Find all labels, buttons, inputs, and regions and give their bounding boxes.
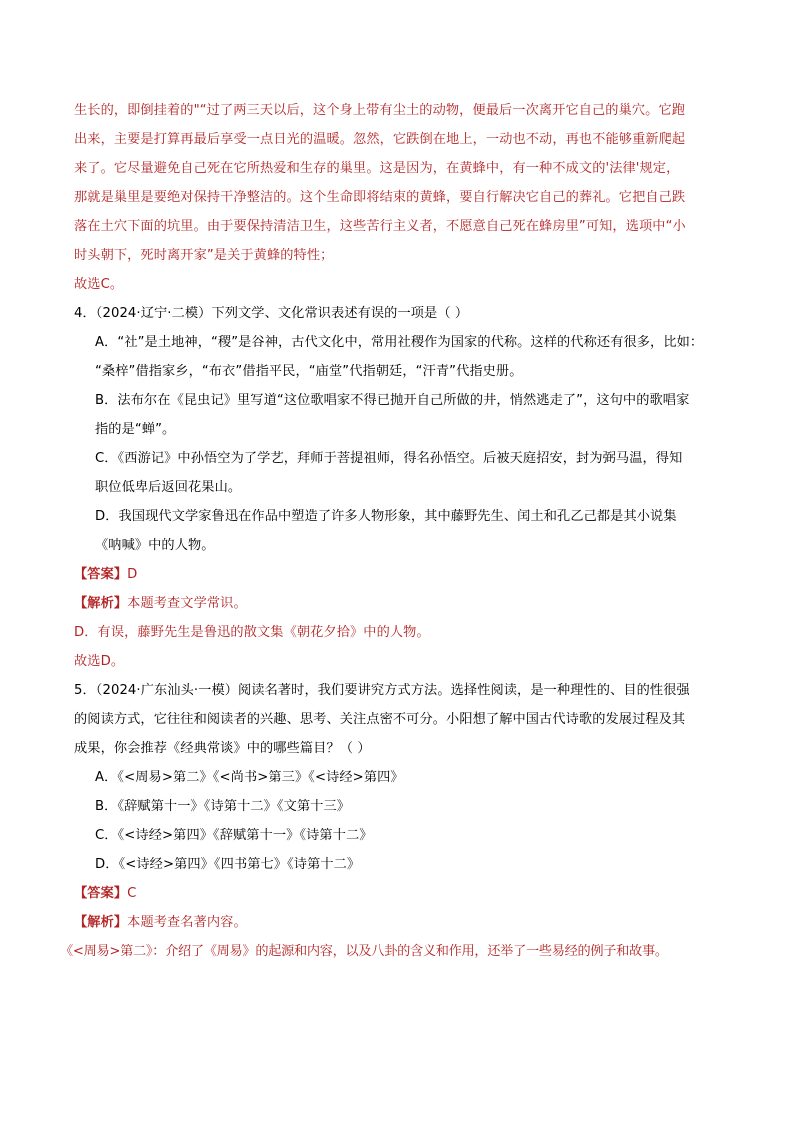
option-a-line: “桑梓”借指家乡，“布衣”借指平民，“庙堂”代指朝廷，“汗青”代指史册。 xyxy=(95,364,523,379)
analysis-line xyxy=(74,594,247,614)
analysis-line: 落在土穴下面的坑里。由于要保持清洁卫生，这些苦行主义者，不愿意自己死在蜂房里”可知，选项中“小 xyxy=(74,219,686,234)
option-c-line: C．《西游记》中孙悟空为了学艺，拜师于菩提祖师，得名孙悟空。后被天庭招安，封为弼马温，得知 xyxy=(95,451,683,466)
analysis-detail: 《<周易>第二》：介绍了《周易》的起源和内容，以及八卦的含义和作用，还举了一些易经的例子和故事。 xyxy=(60,944,668,959)
option-a-line: A．“社”是土地神，“稷”是谷神，古代文化中，常用社稷作为国家的代称。这样的代称还有很多，比如： xyxy=(95,335,704,350)
analysis-text: 本题考查名著内容。 xyxy=(127,915,247,930)
option-b-line: B．《辞赋第十一》《诗第十二》《文第十三》 xyxy=(95,799,351,814)
option-a-line: A．《<周易>第二》《<尚书>第三》《<诗经>第四》 xyxy=(95,770,404,785)
question-5-stem: 的阅读方式，它往往和阅读者的兴趣、思考、关注点密不可分。小阳想了解中国古代诗歌的发展过程及其 xyxy=(74,712,686,727)
analysis-label: 【解析】 xyxy=(74,915,128,930)
analysis-line: 生长的，即倒挂着的"“过了两三天以后，这个身上带有尘土的动物，便最后一次离开它自己的巢穴。它跑 xyxy=(74,103,686,118)
analysis-line: 出来，主要是打算再最后享受一点日光的温暖。忽然，它跌倒在地上，一动也不动，再也不能够重新爬起 xyxy=(74,132,686,147)
analysis-line: 时头朝下，死时离开家”是关于黄蜂的特性； xyxy=(74,248,334,263)
answer-line xyxy=(74,884,136,904)
analysis-line xyxy=(74,913,247,933)
option-b-line: B．法布尔在《昆虫记》里写道“这位歌唱家不得已抛开自己所做的井，悄然逃走了”，这句中的歌唱家 xyxy=(95,393,690,408)
option-b-line: 指的是“蝉”。 xyxy=(95,422,176,437)
question-5-stem: 5．（2024·广东汕头·一模）阅读名著时，我们要讲究方式方法。选择性阅读，是一种理性的、目的性很强 xyxy=(74,683,690,698)
conclusion-text: 故选D。 xyxy=(74,654,125,669)
option-d-line: D．《<诗经>第四》《四书第七》《诗第十二》 xyxy=(95,857,361,872)
analysis-line: 来了。它尽量避免自己死在它所热爱和生存的巢里。这是因为，在黄蜂中，有一种不成文的'法律'规定， xyxy=(74,161,680,176)
answer-value: C xyxy=(127,886,137,901)
answer-label: 【答案】 xyxy=(74,886,128,901)
conclusion-text: 故选C。 xyxy=(74,277,124,292)
answer-label: 【答案】 xyxy=(74,567,128,582)
option-c-line: C．《<诗经>第四》《辞赋第十一》《诗第十二》 xyxy=(95,828,373,843)
analysis-line: 那就是巢里是要绝对保持干净整洁的。这个生命即将结束的黄蜂，要自行解决它自己的葬礼。它把自己跌 xyxy=(74,190,686,205)
question-4-stem: 4．（2024·辽宁·二模）下列文学、文化常识表述有误的一项是（ ） xyxy=(74,306,469,321)
option-c-line: 职位低卑后返回花果山。 xyxy=(95,480,242,495)
answer-line xyxy=(74,565,137,585)
analysis-label: 【解析】 xyxy=(74,596,128,611)
question-5-stem: 成果，你会推荐《经典常谈》中的哪些篇目？（ ） xyxy=(74,741,371,756)
option-d-line: 《呐喊》中的人物。 xyxy=(95,538,215,553)
analysis-text: 本题考查文学常识。 xyxy=(127,596,247,611)
answer-value: D xyxy=(127,567,138,582)
analysis-detail: D．有误，藤野先生是鲁迅的散文集《朝花夕拾》中的人物。 xyxy=(74,625,430,640)
option-d-line: D．我国现代文学家鲁迅在作品中塑造了许多人物形象，其中藤野先生、闰土和孔乙己都是其小说集 xyxy=(95,509,677,524)
